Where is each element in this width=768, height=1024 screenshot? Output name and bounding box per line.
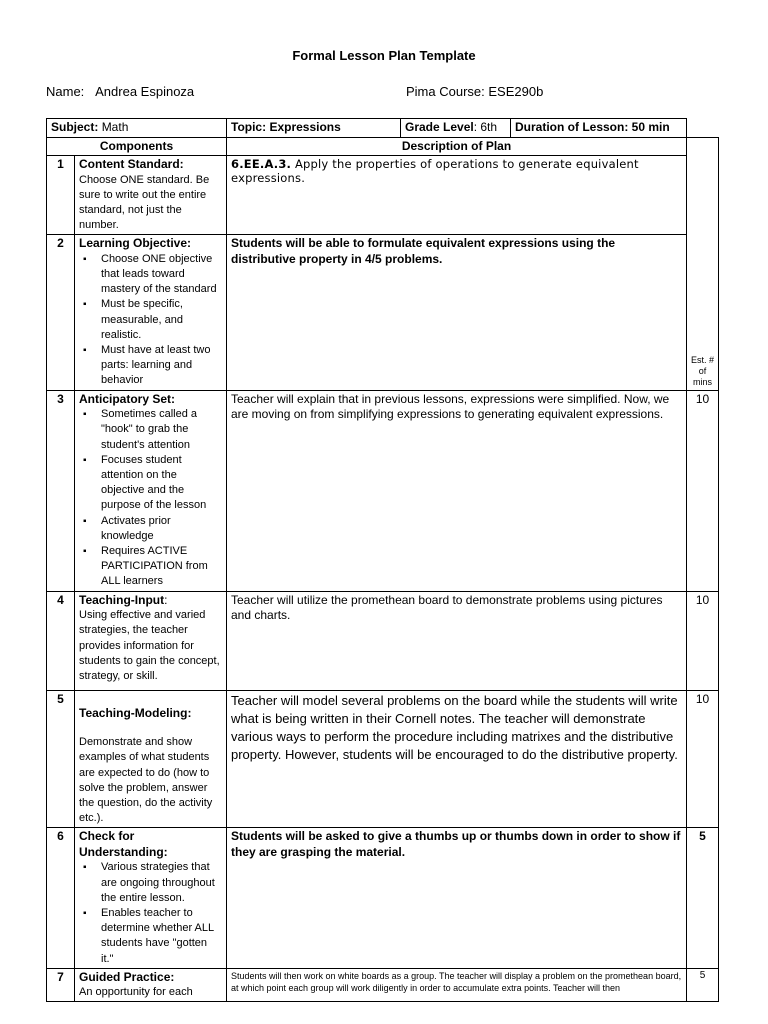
row-teaching-input [47,591,719,690]
info-row [47,119,719,138]
bullet-item: ▪ Focuses student attention on the objective and the purpose of the lesson [101,453,222,514]
name-label: Name: [46,84,85,99]
component-label: Anticipatory Set: [79,391,176,406]
component-bullets [79,252,222,389]
component-desc: An opportunity for each [79,986,193,999]
component-cell [75,591,227,690]
component-label-line [79,593,222,609]
course-label: Pima Course: [406,84,485,99]
component-cell [75,968,227,1002]
row-number: 4 [47,591,75,690]
duration-cell: Duration of Lesson: 50 min [511,119,687,138]
plan-cell: Students will then work on white boards as a group. The teacher will display a problem on the promethean board, at which point each group will work diligently in order to accumulate extra points. Teacher will then [227,968,687,1002]
lesson-plan-table [46,118,719,1002]
name-line [46,84,194,99]
component-label-suffix: : [164,592,168,607]
bullet-item: ▪ Choose ONE objective that leads toward mastery of the standard [101,252,222,298]
component-label: Guided Practice: [79,969,175,984]
mins-cell: 5 [687,968,719,1002]
plan-cell: Teacher will model several problems on the board while the students will write what is being written in their Cornell notes. The teacher will demonstrate various ways to perform the procedure including matrixes and the distributive property. However, students will be encouraged to do the distributive property. [227,690,687,828]
mins-cell: 10 [687,591,719,690]
row-guided-practice [47,968,719,1002]
component-cell [75,156,227,235]
component-desc: Choose ONE standard. Be sure to write out the entire standard, not just the number. [79,173,210,232]
name-value: Andrea Espinoza [95,84,195,99]
bullet-item: ▪ Requires ACTIVE PARTICIPATION from ALL learners [101,544,222,590]
document-title: Formal Lesson Plan Template [292,48,476,63]
row-number: 6 [47,828,75,968]
bullet-item: ▪ Must be specific, measurable, and realistic. [101,297,222,343]
component-cell [75,235,227,390]
component-cell [75,690,227,828]
component-desc: Using effective and varied strategies, the teacher provides information for students to gain the concept, strategy, or skill. [79,609,220,682]
est-mins-header: Est. # of mins [687,137,719,390]
component-bullets [79,407,222,589]
row-anticipatory-set [47,390,719,591]
row-learning-objective [47,235,719,390]
row-number: 1 [47,156,75,235]
bullet-item: ▪ Enables teacher to determine whether ALL students have "gotten it." [101,906,222,967]
bullet-item: ▪ Various strategies that are ongoing throughout the entire lesson. [101,860,222,906]
row-number: 3 [47,390,75,591]
plan-cell: Students will be asked to give a thumbs up or thumbs down in order to show if they are grasping the material. [227,828,687,968]
row-teaching-modeling [47,690,719,828]
plan-cell [227,156,687,235]
subject-label: Subject: [51,120,99,134]
component-label: Teaching-Input [79,592,165,607]
mins-cell: 10 [687,690,719,828]
component-label: Content Standard: [79,157,184,171]
course-value: ESE290b [488,84,544,99]
standard-text: Apply the properties of operations to generate equivalent expressions. [231,157,639,185]
grade-value: : 6th [473,120,498,134]
row-number: 2 [47,235,75,390]
row-number: 7 [47,968,75,1002]
row-content-standard [47,156,719,235]
subject-value: Math [101,120,129,134]
subject-cell [47,119,227,138]
component-bullets [79,860,222,966]
plan-cell: Teacher will explain that in previous lessons, expressions were simplified. Now, we are moving on from simplifying expressions to generating equivalent expressions. [227,390,687,591]
grade-label: Grade Level [405,120,474,134]
bullet-item: ▪ Must have at least two parts: learning and behavior [101,343,222,389]
component-cell [75,828,227,968]
standard-code: 6.EE.A.3. [231,157,292,171]
component-cell [75,390,227,591]
component-desc: Demonstrate and show examples of what students are expected to do (how to solve the problem, answer the question, do the activity etc.). [79,736,213,825]
plan-cell: Teacher will utilize the promethean board to demonstrate problems using pictures and charts. [227,591,687,690]
component-label: Check for Understanding: [79,829,168,859]
plan-cell: Students will be able to formulate equivalent expressions using the distributive property in 4/5 problems. [227,235,687,390]
mins-cell: 5 [687,828,719,968]
component-label: Teaching-Modeling: [79,705,192,720]
topic-cell: Topic: Expressions [227,119,401,138]
header-row [47,137,719,156]
bullet-item: ▪ Sometimes called a "hook" to grab the student's attention [101,407,222,453]
description-header: Description of Plan [227,137,687,156]
component-label: Learning Objective: [79,236,192,251]
mins-cell: 10 [687,390,719,591]
row-check-for-understanding [47,828,719,968]
bullet-item: ▪ Activates prior knowledge [101,514,222,544]
components-header: Components [47,137,227,156]
grade-cell [401,119,511,138]
course-line [406,84,543,99]
row-number: 5 [47,690,75,828]
blank-corner [687,119,719,138]
